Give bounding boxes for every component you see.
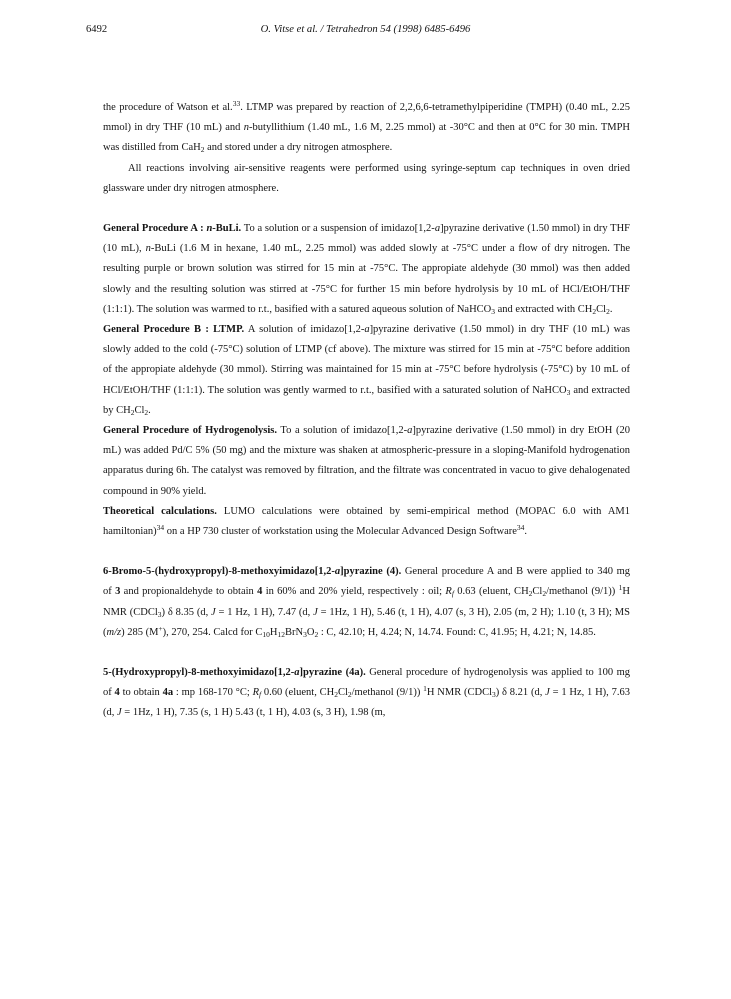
procedure-a-heading: General Procedure A : n-BuLi. [103, 223, 242, 235]
compound-4a-name: 5-(Hydroxypropyl)-8-methoxyimidazo[1,2-a]pyrazine (4a). [103, 667, 366, 679]
paragraph-air-sensitive: All reactions involving air-sensitive reagents were performed using syringe-septum cap techniques in oven dried glassware under dry nitrogen atmosphere. [103, 162, 630, 194]
compound-4a-entry: 5-(Hydroxypropyl)-8-methoxyimidazo[1,2-a]pyrazine (4a). General procedure of hydrogenolysis was applied to 100 mg of 4 to obtain 4a : mp 168-170 °C; $R_f$ 0.60 (eluent, $CH_2Cl_2$/methanol (9/1)) $^1$H NMR (CDCl$_3$) δ 8.21 (d, J = 1 Hz, 1 H), 7.63 (d, J = 1Hz, 1 H), 7.35 (s, 1 H) 5.43 (t, 1 H), 4.03 (s, 3 H), 1.98 (m, [103, 667, 630, 719]
procedure-a: General Procedure A : n-BuLi. To a solution or a suspension of imidazo[1,2-a]pyrazine derivative (1.50 mmol) in dry THF (10 mL), n-BuLi (1.6 M in hexane, 1.40 mL, 2.25 mmol) was added slowly at -75°C under a flow of dry nitrogen. The resulting purple or brown solution was stirred for 15 min at -75°C. The appropiate aldehyde (30 mmol) was then added slowly and the resulting solution was stirred at -75°C for further 15 min before hydrolysis by 10 mL of HCl/EtOH/THF (1:1:1). The solution was warmed to r.t., basified with a satured aqueous solution of NaHCO$_3$ and extracted with $CH_2Cl_2$. [103, 223, 631, 316]
page-header [86, 24, 645, 40]
procedure-b-heading: General Procedure B : LTMP. [103, 324, 245, 336]
body-text [103, 98, 630, 724]
running-head: O. Vitse et al. / Tetrahedron 54 (1998) 6485-6496 [260, 24, 471, 35]
page-number: 6492 [86, 24, 108, 35]
procedure-hydrogenolysis-heading: General Procedure of Hydrogenolysis. [103, 425, 277, 437]
compound-4-name: 6-Bromo-5-(hydroxypropyl)-8-methoxyimidazo[1,2-a]pyrazine (4). [103, 566, 402, 578]
procedure-hydrogenolysis: General Procedure of Hydrogenolysis. To a solution of imidazo[1,2-a]pyrazine derivative (1.50 mmol) in dry EtOH (20 mL) was added Pd/C 5% (50 mg) and the mixture was shaken at atmospheric-pressure in a sloping-Manifold hydrogenation apparatus during 6h. The catalyst was removed by filtration, and the filtrate was concentrated in vacuo to give dehalogenated compound in 90% yield. [103, 425, 630, 497]
paragraph-ltmp-prep: the procedure of Watson et al.$^{33}$. LTMP was prepared by reaction of 2,2,6,6-tetramethylpiperidine (TMPH) (0.40 mL, 2.25 mmol) in dry THF (10 mL) and n-butyllithium (1.40 mL, 1.6 M, 2.25 mmol) at -30°C and then at 0°C for 30 min. TMPH was distilled from CaH$_2$ and stored under a dry nitrogen atmosphere. [103, 99, 631, 155]
theoretical-calculations-heading: Theoretical calculations. [103, 505, 217, 517]
compound-4-entry: 6-Bromo-5-(hydroxypropyl)-8-methoxyimidazo[1,2-a]pyrazine (4). General procedure A and B were applied to 340 mg of 3 and propionaldehyde to obtain 4 in 60% and 20% yield, respectively : oil; $R_f$ 0.63 (eluent, $CH_2Cl_2$/methanol (9/1)) $^1$H NMR (CDCl$_3$) δ 8.35 (d, J = 1 Hz, 1 H), 7.47 (d, J = 1Hz, 1 H), 5.46 (t, 1 H), 4.07 (s, 3 H), 2.05 (m, 2 H); 1.10 (t, 3 H); MS (m/z) 285 (M+), 270, 254. Calcd for $C_{10}H_{12}BrN_3O_2$ : C, 42.10; H, 4.24; N, 14.74. Found: C, 41.95; H, 4.21; N, 14.85. [103, 566, 630, 639]
theoretical-calculations: Theoretical calculations. LUMO calculations were obtained by semi-empirical method (MOPAC 6.0 with AM1 hamiltonian)$^{34}$ on a HP 730 cluster of workstation using the Molecular Advanced Design Software$^{34}$. [103, 505, 630, 538]
procedure-b: General Procedure B : LTMP. A solution of imidazo[1,2-a]pyrazine derivative (1.50 mmol) in dry THF (10 mL) was slowly added to the cold (-75°C) solution of LTMP (cf above). The mixture was stirred for 15 min at -75°C before addition of the appropiate aldehyde (30 mmol). Stirring was maintained for 15 min at -75°C before hydrolysis (-75°C) by 10 mL of HCl/EtOH/THF (1:1:1). The solution was gently warmed to r.t., basified with a saturated solution of NaHCO$_3$ and extracted by $CH_2Cl_2$. [103, 324, 630, 417]
